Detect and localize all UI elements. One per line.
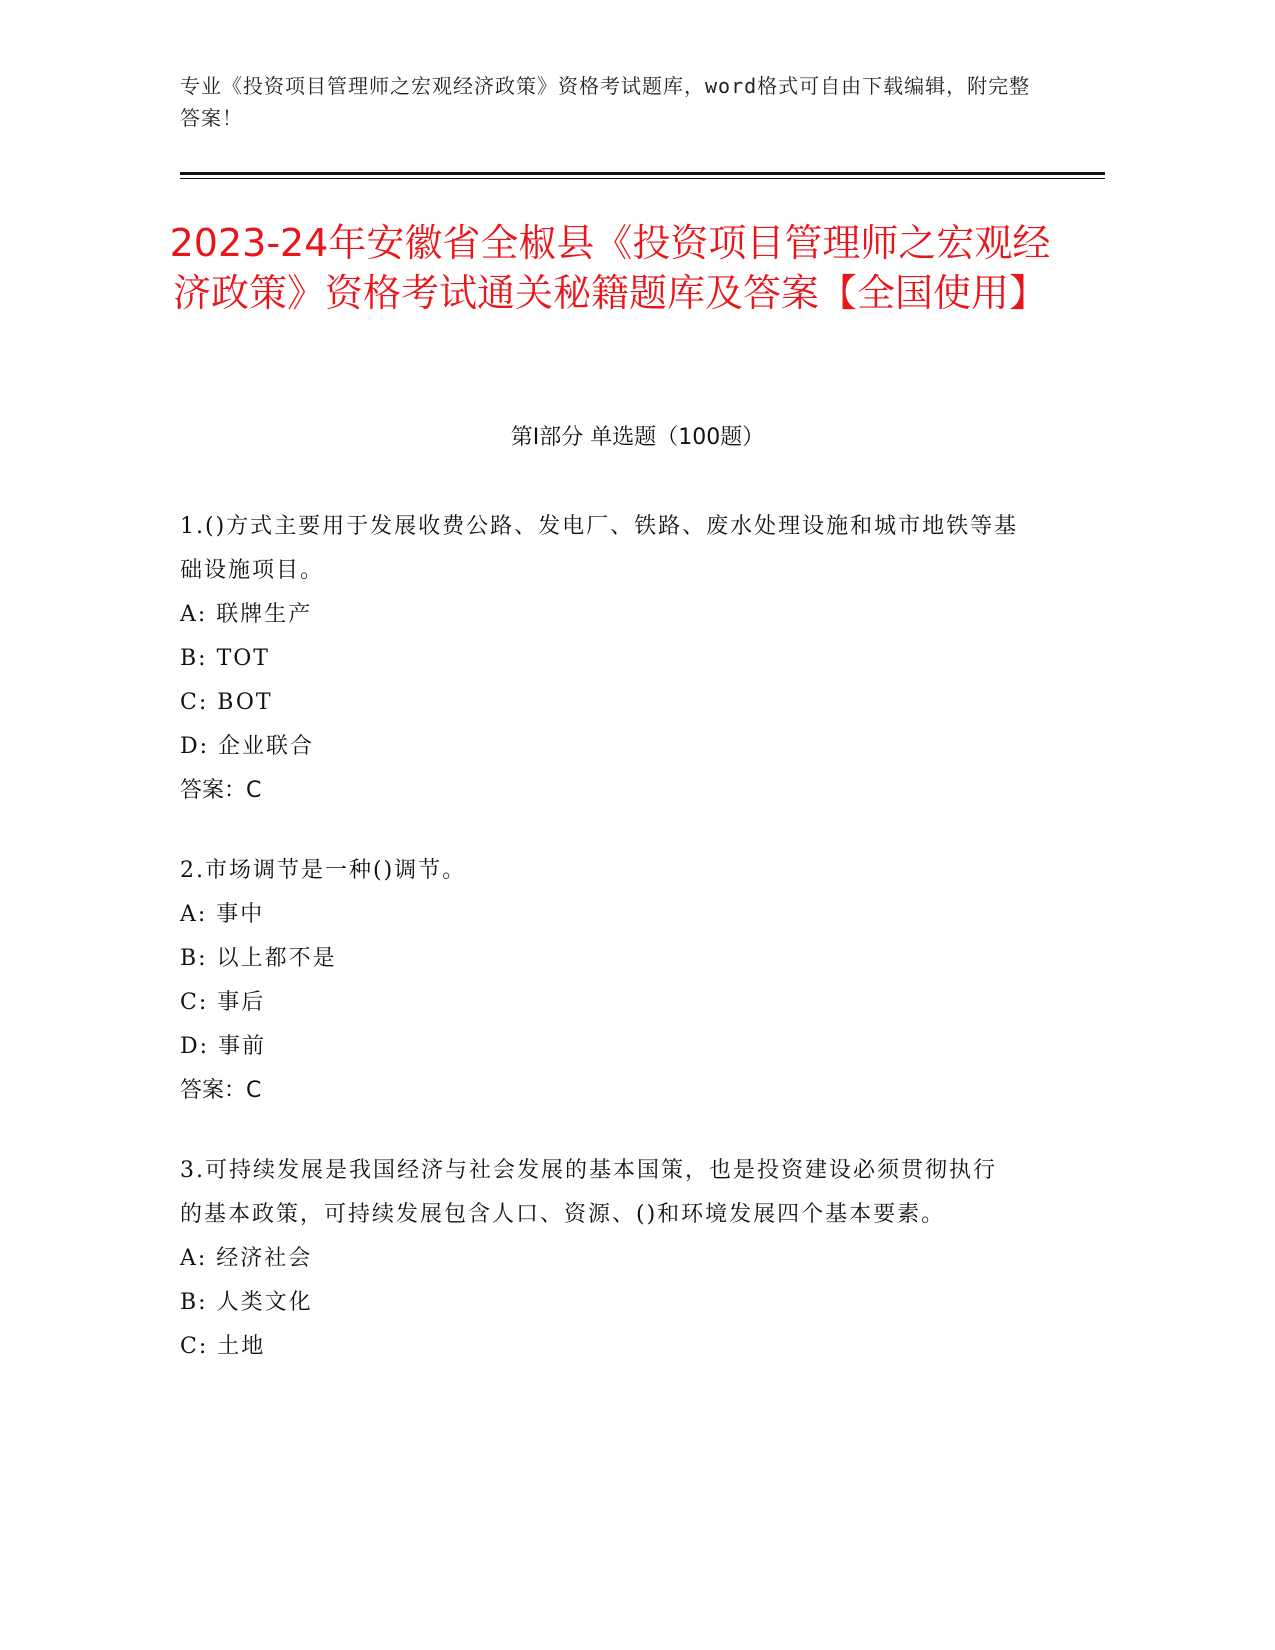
option-c: C: 土地 [180,1334,266,1359]
question-list [180,505,1020,1405]
answer-line: 答案：C [180,1078,262,1103]
section-title: 第I部分 单选题（100题） [510,425,765,450]
option-d: D: 事前 [180,1034,267,1059]
answer-line: 答案：C [180,778,262,803]
header-rule-thin [180,178,1105,179]
question-stem: 3.可持续发展是我国经济与社会发展的基本国策，也是投资建设必须贯彻执行的基本政策，可持续发展包含人口、资源、()和环境发展四个基本要素。 [180,1158,997,1227]
header-note: 专业《投资项目管理师之宏观经济政策》资格考试题库，word格式可自由下载编辑，附完整答案！ [180,74,1031,130]
document-title: 2023-24年安徽省全椒县《投资项目管理师之宏观经济政策》资格考试通关秘籍题库及答案【全国使用】 [169,221,1051,315]
option-c: C: 事后 [180,990,266,1015]
option-d: D: 企业联合 [180,734,315,759]
option-a: A: 事中 [180,902,265,927]
option-b: B: 人类文化 [180,1290,313,1315]
header-rule-thick [180,172,1105,175]
option-b: B: 以上都不是 [180,946,337,971]
question-3 [180,1149,1020,1369]
question-2 [180,849,1020,1113]
option-a: A: 联牌生产 [180,602,313,627]
question-1 [180,505,1020,813]
question-stem: 1.()方式主要用于发展收费公路、发电厂、铁路、废水处理设施和城市地铁等基础设施项目。 [180,514,1019,583]
question-stem: 2.市场调节是一种()调节。 [180,858,467,883]
option-a: A: 经济社会 [180,1246,313,1271]
option-c: C: BOT [180,690,273,715]
option-b: B: TOT [180,646,270,671]
